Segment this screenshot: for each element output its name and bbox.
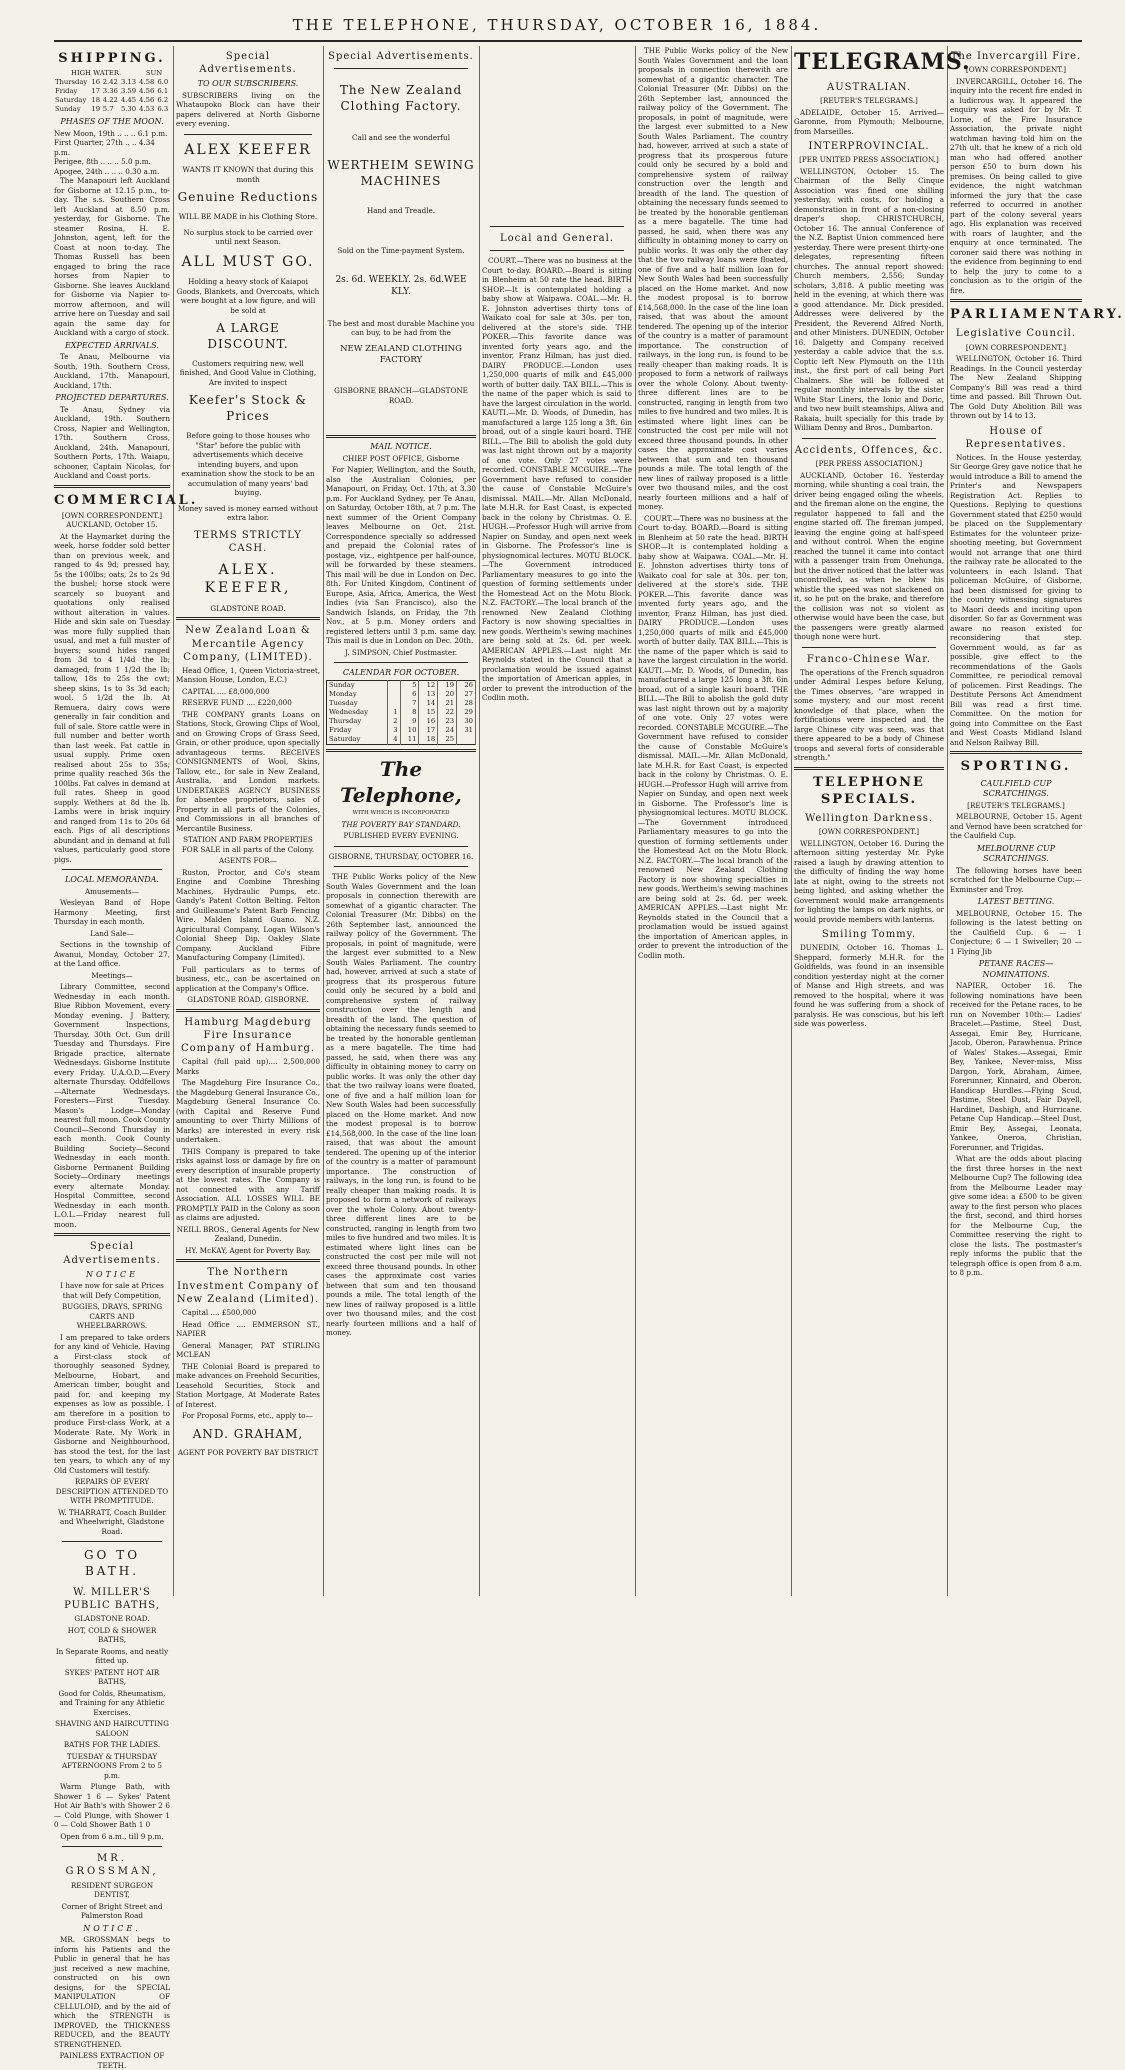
meetings-head: Meetings— [91, 970, 133, 980]
section-divider [176, 1009, 320, 1012]
australian-title: AUSTRALIAN. [826, 82, 912, 94]
calendar-cell: 27 [457, 690, 476, 699]
baths-line6: BATHS FOR THE LADIES. [63, 1740, 161, 1750]
tide-cell: 6.1 [157, 87, 169, 96]
meetings-text: Library Committee, second Wednesday in each month. Blue Ribbon Movement, every Monday evening. J Battery, Government Inspections, Thursday, 30th Oct. Gun drill Tuesday and Thursdays. Fire Brigade practice, alternate Wednesdays. Gisborne Institute every Friday. U.A.O.D.—Every alternate Thursday. Oddfellows—Alternate Wednesdays. Foresters—First Tuesday. Mason's Lodge—Monday nearest full moon. Cook County Council—Second Thursday in each month. Cook County Building Society—Second Wednesday in each month. Gisborne Permanent Building Society—Ordinary meetings every alternate Monday. Hospital Committee, second Wednesday in each month. L.O.L.—Friday nearest full moon. [54, 982, 170, 1229]
column-shipping [54, 46, 199, 2070]
dentist-name: MR. GROSSMAN, [65, 1853, 159, 1878]
notice-sign: W. THARRATT, Coach Builder and Wheelwright, Gladstone Road. [58, 1507, 166, 1536]
calendar-cell: 7 [400, 699, 419, 708]
tide-cell: 6.3 [157, 105, 169, 114]
arrivals-title: EXPECTED ARRIVALS. [64, 340, 160, 350]
calendar-cell [387, 690, 400, 699]
column-rule [791, 46, 792, 1596]
baths-hours: Open from 6 a.m., till 9 p.m. [60, 1831, 164, 1841]
calendar-cell: 21 [438, 699, 457, 708]
calendar-cell: 1 [387, 708, 400, 717]
amusements-text: Wesleyan Band of Hope Harmony Meeting, first Thursday in each month. [54, 898, 170, 927]
melbourne-body: The following horses have been scratched for the Melbourne Cup:—Exminster and Troy. [950, 865, 1082, 894]
notice-body: I have now for sale at Prices that will Defy Competition, [60, 1281, 164, 1300]
tide-header-cell: HIGH WATER. [71, 69, 122, 78]
tide-header-cell: SUN [145, 69, 163, 78]
section-divider [54, 1233, 170, 1236]
interprov-press: [PER UNITED PRESS ASSOCIATION.] [799, 155, 939, 165]
accidents-press: [PER PRESS ASSOCIATION.] [815, 459, 923, 469]
tide-cell: 2.42 [102, 78, 118, 87]
keefer-stock: Keefer's Stock & Prices [188, 393, 308, 424]
tide-cell: 6.0 [157, 78, 169, 87]
keefer-reductions: Genuine Reductions [177, 190, 319, 205]
calendar-row [327, 726, 476, 735]
northern-capital: Capital .... £500,000 [182, 1308, 257, 1317]
betting-body: MELBOURNE, October 15. The following is the latest betting on the Caulfield Cup. 6 — 1 Conjecture; 6 — 1 Swiveller; 20 — 1 Flying Jib [950, 908, 1082, 956]
hamburg-body: The Magdeburg Fire Insurance Co., the Magdeburg General Insurance Co., Magdeburg General Insurance Co. (with Capital and Reserve Fund amounting to over Thirty Millions of Marks) are interested in every risk undertaken. [176, 1078, 320, 1145]
commercial-title: COMMERCIAL. [54, 492, 199, 508]
tide-row [54, 87, 170, 96]
northern-agent-title: AGENT FOR POVERTY BAY DISTRICT [177, 1448, 319, 1458]
tide-cell: 3.13 [120, 78, 137, 87]
departures-title: PROJECTED DEPARTURES. [55, 393, 169, 403]
nzloan-station: STATION AND FARM PROPERTIES FOR SALE in all parts of the Colony. [181, 835, 315, 854]
subscribers-body: SUBSCRIBERS living on the Whataupoko Block can have their papers delivered at North Gisborne every evening. [176, 90, 320, 129]
baths-line1: HOT, COLD & SHOWER BATHS, [67, 1625, 157, 1645]
calendar-cell: 25 [438, 735, 457, 744]
northern-title: The Northern Investment Company of New Zealand (Limited). [176, 1267, 320, 1305]
tide-cell: 17 [91, 87, 101, 96]
council-title: Legislative Council. [955, 328, 1077, 340]
franco-body: The operations of the French squadron under Admiral Lespes before Kelung, the Times observes, "are wrapped in some mystery, and our most recent knowledge of that place, when the fortifications were inspected and the large Chinese city was seen, was that there appeared to be a body of Chinese troops and several forts of considerable strength." [794, 667, 944, 763]
section-divider [176, 1259, 320, 1262]
mail-body: For Napier, Wellington, and the South, also the Australian Colonies, per Manapouri, on Friday, Oct. 17th, at 3.30 p.m. For Auckland Sydney, per Te Anau, on Saturday, October 18th, at 7 p.m. The next summer of the Orient Company leaves Melbourne on Oct. 21st. Correspondence specially so addressed and prepaid the Colonial rates of postage, viz., eightpence per half-ounce, will be forwarded by these steamers. This mail will be due in London on Dec. 8th. For United Kingdom, Continent of Europe, Asia, Africa, America, the West Indies (via San Francisco), also the Sandwich Islands, on Friday, the 7th Nov., at 5 p.m. Money orders and registered letters until 3 p.m. same day. This mail is due in London on Dec. 20th. [326, 465, 476, 646]
arrivals-text: Te Anau, Melbourne via South, 19th. Southern Cross, Auckland, 17th. Manapouri, Auckland, 17th. [54, 352, 170, 390]
column-rule [947, 46, 948, 1596]
calendar-row [327, 717, 476, 726]
calendar-row [327, 699, 476, 708]
calendar-table [326, 680, 476, 745]
mail-title: MAIL NOTICE. [370, 442, 432, 452]
franco-title: Franco-Chinese War. [806, 653, 932, 665]
baths-line2: In Separate Rooms, and neatly fitted up. [55, 1646, 169, 1666]
tide-cell: 4.22 [102, 96, 118, 105]
northern-proposals: For Proposal Forms, etc., apply to— [182, 1411, 313, 1420]
moon-row: First Quarter, 27th .. .. 4.34 p.m. [54, 138, 155, 157]
calendar-cell: 19 [438, 680, 457, 689]
clothing-hand: Hand and Treadle. [366, 206, 436, 215]
section-divider [802, 438, 936, 439]
calendar-row [327, 708, 476, 717]
nzloan-agents-list: Ruston, Proctor, and Co's steam Engine and Combine Threshing Machines, Hydraulic Pumps, etc. Gandy's Patent Cotton Belting. Felton and Guilleaume's Patent Barb Fencing Wire. Malden Island Guano. N.Z. Agricultural Company. Logan Wilson's Colonial Sheep Dip. Oakley Slate Company. Auckland Fibre Manufacturing Company (Limited). [176, 867, 320, 963]
dentist-addr: Corner of Bright Street and Palmerston Road [61, 1901, 163, 1921]
clothing-factory: NEW ZEALAND CLOTHING FACTORY [340, 343, 462, 365]
calendar-cell: 15 [419, 708, 438, 717]
tide-cell: Thursday [55, 78, 88, 87]
calendar-cell: 16 [419, 717, 438, 726]
baths-line5: SHAVING AND HAIRCUTTING SALOON [55, 1719, 169, 1738]
section-divider [334, 662, 468, 663]
section-divider [334, 68, 468, 69]
calendar-cell: 9 [400, 717, 419, 726]
calendar-cell: 11 [400, 735, 419, 744]
tide-cell: 5.30 [120, 105, 137, 114]
editorial-continued: THE Public Works policy of the New South Wales Government and the loan proposals in connection therewith are somewhat of a gigantic character. The Colonial Treasurer (Mr. Dibbs) on the 26th September last, announced the railway policy of the Government. The proposals, in point of magnitude, were the largest ever submitted to a New South Wales Parliament. The country had, however, arrived at such a state of progress that its prosperous future could only be secured by a bold and comprehensive system of railway construction over the length and breadth of the land. The question of obtaining the necessary funds seemed to be treated by the honorable gentleman as a mere bagatelle. The time had passed, he said, when there was any difficulty in obtaining money to carry on public works. It was only the other day that the two railway loans were floated, one of five and a half million loan for New South Wales had been successfully placed on the Home market. And now the modest proposal is to borrow £14,568,000. In the case of the line loan raised, that was about the amount tendered. The opening up of the interior of the country is a matter of paramount importance. The construction of railways, in the long run, is found to be really cheaper than making roads. It is proposed to form a network of railways over the whole Colony. About twenty-three different lines are to be constructed, ranging in length from two miles to five hundred and two miles. It is estimated where light lines can be constructed the cost per mile will not exceed three thousand pounds. In other cases the approximate cost varies between that sum and ten thousand pounds a mile. The total length of the new lines of railway proposed is a little over two thousand miles, and the cost nearly fourteen millions and a half of money. [638, 46, 788, 511]
commercial-body: At the Haymarket during the week, horse fodder sold better than on previous week, and ranged to 4s 9d; pressed hay, 5s the 100lbs; oats, 2s to 2s 9d the bushel; horse stock were scarcely so buoyant and quotations only realised without alteration in values. Hide and skin sale on Tuesday was more fully supplied than usual, and met a full muster of buyers; sound hides ranged from 3d to 4 1/4d the lb; damaged, from 1 1/2d the lb; tallow, 18s to 25s the cwt; sheep skins, 1s to 3s 3d each; wool, 5 1/2d the lb. At Remuera, dairy cows were generally in fair condition and full of sale. Store cattle were in full number and better worth than last week. Fat cattle in usual supply. Prime oxen realised about 25s to 35s; prime quality reached 36s the 100lbs. Fat calves in demand at full rates. Sheep in good supply. Wethers at 8d the lb. Lambs were in brisk inquiry and ranged from 11s to 20s 6d each. Pigs of all descriptions abundant and in demand at full values, particularly good store pigs. [54, 531, 170, 864]
commercial-byline: [OWN CORRESPONDENT.] AUCKLAND, October 15. [61, 510, 163, 530]
clothing-call: Call and see the wonderful [352, 132, 450, 142]
notice-text: I am prepared to take orders for any kind of Vehicle. Having a First-class stock of thoroughly seasoned Sydney, Melbourne, Hobart, and American timber, bought and paid for, and keeping my expenses as low as possible, I am therefore in a position to produce First-class Work, at a Moderate Rate. My Work in Gisborne and Neighbourhood, has stood the test, for the last ten years, to which any of my Old Customers will testify. [54, 1332, 170, 1475]
column-rule [479, 46, 480, 1596]
moon-row: New Moon, 19th .. .. .. 6.1 p.m. [54, 128, 168, 138]
telephone-dateline: GISBORNE, THURSDAY, OCTOBER 16. [328, 851, 474, 861]
moon-title: PHASES OF THE MOON. [60, 117, 164, 126]
section-divider [326, 749, 476, 752]
section-divider [62, 869, 162, 870]
telephone-with: WITH WHICH IS INCORPORATED [352, 810, 450, 817]
calendar-cell: 17 [419, 726, 438, 735]
land-text: Sections in the township of Awanui, Monday, October 27, at the Land office. [54, 940, 170, 969]
clothing-machine: WERTHEIM SEWING MACHINES [327, 158, 475, 189]
keefer-discount: A LARGE DISCOUNT. [207, 321, 289, 352]
section-divider [62, 1541, 162, 1542]
moon-row: Perigee, 8th .. .. .. 5.0 p.m. [54, 157, 151, 167]
calendar-cell: 29 [457, 708, 476, 717]
dentist-title: RESIDENT SURGEON DENTIST, [70, 1880, 154, 1900]
calendar-cell: 22 [438, 708, 457, 717]
nzloan-capital: CAPITAL .... £8,000,000 [182, 686, 270, 696]
telephone-standard: THE POVERTY BAY STANDARD. [341, 819, 461, 829]
specials-title: TELEPHONE SPECIALS. [813, 774, 925, 807]
calendar-cell: 24 [438, 726, 457, 735]
tide-cell: Saturday [55, 96, 87, 105]
tide-table [54, 69, 170, 114]
section-divider [54, 485, 170, 488]
keefer-name: ALEX KEEFER [184, 141, 312, 158]
amusements-head: Amusements— [84, 886, 140, 896]
calendar-cell: 20 [438, 690, 457, 699]
special-ads-title: Special Advertisements. [63, 1241, 161, 1266]
baths-head: GO TO BATH. [83, 1548, 141, 1579]
departures-text: Te Anau, Sydney via Auckland, 19th. Southern Cross, Napier and Wellington, 17th. Southern Cross, Auckland, 24th. Manapouri, Southern Ports, 17th. Waiapu, schooner, Captain Nicolas, for Auckland and Coast ports. [54, 404, 170, 481]
telegrams-title: TELEGRAMS. [794, 49, 971, 75]
caulfield-reuter: [REUTER'S TELEGRAMS.] [967, 800, 1065, 810]
tide-cell: 19 [91, 105, 101, 114]
clothing-best: The best and most durable Machine you can buy, to be had from the [327, 318, 475, 338]
top-rule [54, 40, 1082, 42]
melbourne-title: MELBOURNE CUP SCRATCHINGS. [976, 843, 1056, 864]
nzloan-agents: AGENTS FOR— [219, 856, 277, 866]
local-title: Local and General. [500, 233, 614, 244]
northern-manager: General Manager, PAT STIRLING MCLEAN [176, 1340, 320, 1359]
parliamentary-title: PARLIAMENTARY. [950, 307, 1125, 323]
baths-line3: SYKES' PATENT HOT AIR BATHS, [64, 1667, 160, 1687]
calendar-cell: 10 [400, 726, 419, 735]
section-divider [802, 647, 936, 648]
keefer-money: Money saved is money earned without extra labor. [177, 503, 319, 522]
house-body: Notices. In the House yesterday, Sir George Grey gave notice that he would introduce a Bill to amend the Printer's and Newspapers Registration Act. Replies to Questions. Replying to questions Government stated that £250 would be placed on the Supplementary Estimates for the volunteer prize-shooting meeting, but Government would not arrange that one third the railway rate be allocated to the volunteers in each Island. That policeman McGuire, of Gisborne, had been dismissed for giving to the country witnessing signatures to Maori deeds and inciting upon disorder. So far as Government was aware no reason existed for reconsidering that step. Government would, as far as possible, give effect to the recommendations of the Gaols Committee, re periodical removal of policemen. First Readings. The Destitute Persons Act Amendment Bill was read a first time. Committee. On the motion for going into Committee on the East and West Coasts Midland Island and Nelson Railway Bill. [950, 452, 1082, 747]
section-divider [334, 866, 468, 867]
tide-cell: Sunday [55, 105, 81, 114]
calendar-row [327, 735, 476, 744]
mail-office: CHIEF POST OFFICE, Gisborne [342, 453, 460, 463]
notice-repairs: REPAIRS OF EVERY DESCRIPTION ATTENDED TO WITH PROMPTITUDE. [55, 1477, 169, 1506]
accidents-title: Accidents, Offences, &c. [794, 444, 944, 456]
column-telegrams [794, 46, 971, 1596]
calendar-cell: Wednesday [327, 708, 388, 717]
calendar-cell: 23 [438, 717, 457, 726]
calendar-cell: 13 [419, 690, 438, 699]
tide-cell: 5.7 [102, 105, 114, 114]
section-divider [794, 767, 944, 770]
nzloan-office: Head Office, 1, Queen Victoria-street, Mansion House, London, E.C.) [176, 665, 320, 685]
odds-body: What are the odds about placing the first three horses in the next Melbourne Cup? The following idea from the Melbourne Leader may give some idea: a £500 to be given away to the first person who places the first, second, and third horses for the Melbourne Cup, the Committee reserving the right to close the lists. The postmaster's reply informs the public that the telegraph office is open from 8 a.m. to 8 p.m. [950, 1154, 1082, 1278]
keefer-sign: ALEX. KEEFER, [204, 561, 292, 597]
calendar-cell [387, 699, 400, 708]
notice-title: NOTICE [85, 1269, 138, 1279]
section-divider [184, 134, 312, 135]
wellington-body: WELLINGTON, October 16. During the afternoon sitting yesterday Mr. Pyke raised a laugh by drawing attention to the difficulty of finding the way home late at night, owing to the streets not being lighted, and asking whether the Government would make arrangements for lighting the lamps on dark nights, or would provide members with lanterns. [794, 838, 944, 924]
council-own: [OWN CORRESPONDENT.] [965, 342, 1067, 352]
calendar-cell: 28 [457, 699, 476, 708]
calendar-title: CALENDAR FOR OCTOBER. [342, 668, 460, 678]
baths-line7: TUESDAY & THURSDAY AFTERNOONS From 2 to 5 p.m. [62, 1751, 162, 1780]
hamburg-title: Hamburg Magdeburg Fire Insurance Company of Hamburg. [180, 1016, 316, 1055]
keefer-made: WILL BE MADE in his Clothing Store. [178, 212, 318, 222]
sporting-title: SPORTING. [960, 759, 1072, 775]
australian-body: ADELAIDE, October 15. Arrived—Garonne, from Plymouth; Melbourne, from Marseilles. [794, 107, 944, 136]
tide-cell: 6.2 [157, 96, 169, 105]
keefer-section-title: Special Advertisements. [199, 51, 297, 76]
keefer-surplus: No surplus stock to be carried over until next Season. [183, 227, 313, 247]
calendar-cell [387, 680, 400, 689]
calendar-cell: Monday [327, 690, 388, 699]
hamburg-capital: Capital (full paid up).... 2,500,000 Marks [176, 1057, 320, 1076]
keefer-cash: TERMS STRICTLY CASH. [194, 529, 302, 554]
tide-cell: 4.56 [139, 87, 155, 96]
smiling-title: Smiling Tommy. [821, 929, 917, 941]
section-divider [176, 617, 320, 620]
calendar-cell: 5 [400, 680, 419, 689]
calendar-cell: 18 [419, 735, 438, 744]
calendar-cell: 26 [457, 680, 476, 689]
keefer-must-go: ALL MUST GO. [181, 253, 315, 270]
column-parliamentary [950, 46, 1125, 1596]
column-clothing [326, 46, 476, 1596]
land-head: Land Sale— [90, 928, 134, 938]
tide-cell: 16 [91, 78, 101, 87]
keefer-before: Before going to those houses who "Star" before the public with advertisements which deceive intending buyers, and upon examination show the stock to be an accumulation of many years' bad buying. [181, 431, 315, 497]
clothing-section-title: Special Advertisements. [328, 51, 474, 62]
keefer-sign-addr: GLADSTONE ROAD. [210, 603, 286, 613]
section-divider [62, 1846, 162, 1847]
local-body: COURT.—There was no business at the Court to-day. BOARD.—Board is sitting in Blenheim at 50 rate the head. BIRTH SHOP.—It is contemplated holding a baby show at Waipawa. COAL.—Mr. H. E. Johnston advertises thirty tons of Waikato coal for sale at 30s. per ton, delivered at the store's side. THE POKER.—This favorite dance was invented forty years ago, and the inventor, Franz Hilman, has just died. DAIRY PRODUCE.—London uses 1,250,000 quarts of milk and £45,000 worth of butter daily. TAX BILL.—This is the name of the paper which is said to have the largest circulation in the world. KAUTI.—Mr. D. Woods, of Dunedin, has manufactured a large 125 long a 3ft. 6in broad, out of a single kauri board. THE BILL.—The Bill to abolish the gold duty was last night thrown out by a majority of one vote. Only 27 votes were recorded. CONSTABLE MCGUIRE.—The Government have refused to consider the cause of Constable McGuire's dismissal. MAIL.—Mr. Allan McDonald, late M.H.R. for East Coast, is expected back in the colony by Christmas. O. E. HUGH.—Professor Hugh will arrive from Napier on Sunday, and open next week in Gisborne. The Professor's line is physiognomical lectures. MOTU BLOCK.—The Government introduced Parliamentary measures to go into the question of forming settlements under the Homestead Act on the Motu Block. N.Z. FACTORY.—The local branch of the renowned New Zealand Clothing Factory is now showing specialties in new goods. Wertheim's sewing machines are being sold at 2s. 6d. per week. AMERICAN APPLES.—Last night Mr. Reynolds stated in the Council that a proclamation would be issued against the importation of American apples, in order to prevent the introduction of the Codlin moth. [482, 256, 632, 703]
clothing-name: The New Zealand Clothing Factory. [339, 83, 463, 114]
calendar-cell: 2 [387, 717, 400, 726]
petane-title: PETANE RACES—NOMINATIONS. [978, 959, 1054, 979]
shipping-title: SHIPPING. [58, 51, 166, 66]
calendar-cell [457, 735, 476, 744]
column-rule [323, 46, 324, 1596]
column-local [482, 46, 632, 1596]
subscribers-title: TO OUR SUBSCRIBERS. [197, 79, 299, 89]
section-divider [326, 435, 476, 438]
editorial-body: THE Public Works policy of the New South Wales Government and the loan proposals in connection therewith are somewhat of a gigantic character. The Colonial Treasurer (Mr. Dibbs) on the 26th September last, announced the railway policy of the Government. The proposals, in point of magnitude, were the largest ever submitted to a New South Wales Parliament. The country had, however, arrived at such a state of progress that its prosperous future could only be secured by a bold and comprehensive system of railway construction over the length and breadth of the land. The question of obtaining the necessary funds seemed to be treated by the honorable gentleman as a mere bagatelle. The time had passed, he said, when there was any difficulty in obtaining money to carry on public works. It was only the other day that the two railway loans were floated, one of five and a half million loan for New South Wales had been successfully placed on the Home market. And now the modest proposal is to borrow £14,568,000. In the case of the line loan raised, that was about the amount tendered. The opening up of the interior of the country is a matter of paramount importance. The construction of railways, in the long run, is found to be really cheaper than making roads. It is proposed to form a network of railways over the whole Colony. About twenty-three different lines are to be constructed, ranging in length from two miles to five hundred and two miles. It is estimated where light lines can be constructed the cost per mile will not exceed three thousand pounds. In other cases the approximate cost varies between that sum and ten thousand pounds a mile. The total length of the new lines of railway proposed is a little over two thousand miles, and the cost nearly fourteen millions and a half of money. [326, 872, 476, 1338]
tide-cell: 3.59 [120, 87, 137, 96]
keefer-wants: WANTS IT KNOWN that during this month [182, 165, 314, 184]
baths-addr: GLADSTONE ROAD. [74, 1614, 150, 1624]
smiling-body: DUNEDIN, October 16. Thomas L. Sheppard, formerly M.H.R. for the Goldfields, was found in an insensible condition yesterday night at the corner of Manse and High streets, and was removed to the hospital, where it was found he was suffering from a shock of paralysis. He was conscious, but his left side was powerless. [794, 943, 944, 1029]
australian-reuter: [REUTER'S TELEGRAMS.] [820, 96, 918, 106]
clothing-sold: Sold on the Time-payment System. [337, 245, 465, 255]
column-rule [173, 46, 174, 1596]
moon-row: Apogee, 24th .. .. .. 0.30 a.m. [54, 166, 160, 176]
calendar-cell: Thursday [327, 717, 388, 726]
northern-agent: AND. GRAHAM, [192, 1426, 304, 1441]
hamburg-agent: NEILL BROS., General Agents for New Zealand, Dunedin. [176, 1224, 320, 1244]
clothing-prices: 2s. 6d. WEEKLY. 2s. 6d.WEE KLY. [335, 275, 467, 297]
nzloan-addr: GLADSTONE ROAD, GISBORNE. [187, 995, 309, 1005]
section-divider [950, 299, 1082, 302]
tide-row [54, 78, 170, 87]
tide-row [54, 105, 170, 114]
caulfield-title: CAULFIELD CUP SCRATCHINGS. [980, 778, 1052, 799]
keefer-requiring: Customers requiring new, well finished, And Good Value in Clothing, Are invited to inspect [179, 358, 317, 387]
invercargill-body: INVERCARGILL, October 16. The inquiry into the recent fire ended in a ludicrous way. It appeared the enquiry was asked for by Mr. T. Lorne, of the Fire Insurance Association, the private night watchman having told him on the 27th ult. that he knew of a rich old man who had offered another person £50 to burn down his premises. On being called to give evidence, the night watchman informed the jury that the case referred to occurred in another part of the colony several years ago. His explanation was received with roars of laughter, and the enquiry at once terminated. The coroner said there was nothing in the evidence from beginning to end to help the jury to come to a conclusion as to the origin of the fire. [950, 76, 1082, 295]
baths-prices: Warm Plunge Bath, with Shower 1 6 — Sykes' Patent Hot Air Bath's with Shower 2 6 — Cold Plunge, with Shower 1 0 — Cold Shower Bath 1 0 [54, 1782, 170, 1830]
calendar-cell: 3 [387, 726, 400, 735]
tide-cell: 3.36 [102, 87, 118, 96]
baths-line4: Good for Colds, Rheumatism, and Training for any Athletic Exercises. [58, 1688, 166, 1717]
tide-cell: 4.58 [139, 78, 155, 87]
northern-body: THE Colonial Board is prepared to make advances on Freehold Securities, Leasehold Securities, Stock and Station Mortgage, At Moderate Rates of Interest. [176, 1361, 320, 1409]
betting-title: LATEST BETTING. [977, 897, 1055, 907]
calendar-cell: Saturday [327, 735, 388, 744]
section-divider [490, 250, 624, 251]
section-divider [490, 226, 624, 227]
nzloan-particulars: Full particulars as to terms of business, etc., can be ascertained on application at the Company's Office. [176, 964, 320, 993]
memoranda-title: LOCAL MEMORANDA. [65, 875, 159, 885]
caulfield-body: MELBOURNE, October 15. Agent and Vernod have been scratched for the Caulfield Cup. [950, 812, 1082, 841]
invercargill-own: [OWN CORRESPONDENT.] [965, 65, 1067, 75]
hamburg-prepared: THIS Company is prepared to take risks against loss or damage by fire on every description of insurable property at the lowest rates. The Company is not connected with any Tariff Association. ALL LOSSES WILL BE PROMPTLY PAID in the Colony as soon as claims are adjusted. [176, 1146, 320, 1223]
calendar-row [327, 680, 476, 689]
tide-cell: 18 [91, 96, 101, 105]
keefer-holding: Holding a heavy stock of Kaiapoi Goods, Blankets, and Overcoats, which were bought at a low figure, and will be sold at [176, 277, 320, 315]
tide-cell: 4.45 [120, 96, 137, 105]
calendar-cell: 12 [419, 680, 438, 689]
wellington-title: Wellington Darkness. [804, 813, 934, 825]
calendar-cell: Tuesday [327, 699, 388, 708]
invercargill-title: The Invercargill Fire. [950, 51, 1082, 62]
dentist-painless: PAINLESS EXTRACTION OF TEETH. [59, 2051, 165, 2070]
calendar-cell: 6 [400, 690, 419, 699]
clothing-branch: GISBORNE BRANCH—GLADSTONE ROAD. [334, 386, 468, 405]
nzloan-reserve: RESERVE FUND .... £220,000 [182, 698, 292, 708]
calendar-cell: 14 [419, 699, 438, 708]
calendar-cell: 4 [387, 735, 400, 744]
tide-cell: 4.53 [139, 105, 155, 114]
telephone-logo: The Telephone, [340, 756, 462, 807]
tide-row [54, 96, 170, 105]
nzloan-title: New Zealand Loan & Mercantile Agency Company, (LIMITED). [183, 625, 313, 663]
telephone-published: PUBLISHED EVERY EVENING. [343, 831, 459, 841]
petane-body: NAPIER, October 16. The following nominations have been received for the Petane races, to be run on November 10th:— Ladies' Bracelet.—Pastime, Steel Dust, Assegai, Emir Bey, Hurricane, Jacob, Oberon, Parawhenua. Prince of Wales' Stakes.—Assegai, Emir Bey, Yankee, Never-miss, Miss Dargon, York, Abraham, Aimee, Forerunner, Kinnaird, and Oberon. Handicap Hurdles.—Flying Scud, Pastime, Steel Dust, Fair Dayell, Hardinet, Dashigh, and Hurricane. Petane Cup Handicap.—Steel Dust, Emir Bey, Assegai, Leonata, Yankee, Oneroa, Christian, Forerunner, and Trigidas. [950, 981, 1082, 1152]
calendar-cell: 30 [457, 717, 476, 726]
notice-items: BUGGIES, DRAYS, SPRING CARTS AND WHEELBARROWS. [61, 1302, 163, 1331]
interprov-body: WELLINGTON, October 15. The Chairman of the Belly Cinque Association was fined one shilling yesterday, with costs, for holding a demonstration in front of a non-closing draper's shop. CHRISTCHURCH, October 16. The annual Conference of the N.Z. Baptist Union commenced here yesterday. There were present thirty-one delegates, representing fifteen churches. The annual report showed: Church members, 2,556; Sunday scholars, 3,818. A public meeting was held in the evening, at which there was a good attendance. Mr. Dick presided. Addresses were delivered by the President, the Reverend Alfred North, and other Ministers. DUNEDIN, October 16. Dalgetty and Company received yesterday a cable advice that the s.s. Coptic left New Plymouth on the 11th inst., the first port of call being Port Chalmers. She will be followed at regular monthly intervals by the sister White Star Liners, the Ionic and Doric, and two new built steamships, Aliwa and Rakaia, built specially for this trade by William Denny and Bros., Dumbarton. [794, 166, 944, 433]
hamburg-sub-agent: HY. McKAY, Agent for Poverty Bay. [185, 1245, 311, 1255]
column-rule [635, 46, 636, 1596]
tide-cell: 4.56 [139, 96, 155, 105]
moon-list [54, 129, 170, 177]
dentist-notice: NOTICE. [83, 1923, 141, 1933]
northern-office: Head Office .... EMMERSON ST., NAPIER [176, 1319, 320, 1338]
shipping-notes: The Manapouri left Auckland for Gisborne at 12.15 p.m., to-day. The s.s. Southern Cross left Auckland at 8.50 p.m. yesterday, for Gisborne. The steamer Rosina, H. E. Johnston, agent, left for the Coast at noon to-day. The Thomas Russell has been engaged to bring the race horses from Napier to Gisborne. She leaves Auckland for Gisborne via Napier to-morrow afternoon, and will arrive here on Tuesday and sail again the same day for Auckland with a cargo of stock. [54, 176, 170, 338]
calendar-cell: Friday [327, 726, 388, 735]
dentist-body: MR. GROSSMAN begs to inform his Patients and the Public in general that he has just received a new machine, constructed on his own designs, for the SPECIAL MANIPULATION OF CELLULOID, and by the aid of which the STRENGTH is IMPROVED, the THICKNESS REDUCED, and the BEAUTY STRENGTHENED. [54, 1935, 170, 2049]
wellington-own: [OWN CORRESPONDENT.] [818, 827, 920, 837]
section-divider [334, 846, 468, 847]
column-continued [638, 46, 788, 1596]
mail-sign: J. SIMPSON, Chief Postmaster. [345, 647, 457, 657]
local-continued: COURT.—There was no business at the Court to-day. BOARD.—Board is sitting in Blenheim at 50 rate the head. BIRTH SHOP.—It is contemplated holding a baby show at Waipawa. COAL.—Mr. H. E. Johnston advertises thirty tons of Waikato coal for sale at 30s. per ton, delivered at the store's side. THE POKER.—This favorite dance was invented forty years ago, and the inventor, Franz Hilman, has just died. DAIRY PRODUCE.—London uses 1,250,000 quarts of milk and £45,000 worth of butter daily. TAX BILL.—This is the name of the paper which is said to have the largest circulation in the world. KAUTI.—Mr. D. Woods, of Dunedin, has manufactured a large 125 long a 3ft. 6in broad, out of a single kauri board. THE BILL.—The Bill to abolish the gold duty was last night thrown out by a majority of one vote. Only 27 votes were recorded. CONSTABLE MCGUIRE.—The Government have refused to consider the cause of Constable McGuire's dismissal. MAIL.—Mr. Allan McDonald, late M.H.R. for East Coast, is expected back in the colony by Christmas. O. E. HUGH.—Professor Hugh will arrive from Napier on Sunday, and open next week in Gisborne. The Professor's line is physiognomical lectures. MOTU BLOCK.—The Government introduced Parliamentary measures to go into the question of forming settlements under the Homestead Act on the Motu Block. N.Z. FACTORY.—The local branch of the renowned New Zealand Clothing Factory is now showing specialties in new goods. Wertheim's sewing machines are being sold at 2s. 6d. per week. AMERICAN APPLES.—Last night Mr. Reynolds stated in the Council that a proclamation would be issued against the importation of American apples, in order to prevent the introduction of the Codlin moth. [638, 513, 788, 960]
calendar-cell: Sunday [327, 680, 388, 689]
baths-title: W. MILLER'S PUBLIC BATHS, [64, 1586, 160, 1612]
masthead: THE TELEPHONE, THURSDAY, OCTOBER 16, 1884. [292, 16, 822, 34]
column-keefer [176, 46, 320, 1596]
tide-cell: Friday [55, 87, 78, 96]
interprov-title: INTERPROVINCIAL. [808, 141, 930, 153]
house-title: House of Representatives. [965, 425, 1067, 450]
council-body: WELLINGTON, October 16. Third Readings. In the Council yesterday The New Zealand Shipping Company's Bill was read a third time and passed. Bill Thrown Out. The Gold Duty Abolition Bill was thrown out by 14 to 13. [950, 354, 1082, 421]
tide-header-row [54, 69, 170, 78]
calendar-row [327, 690, 476, 699]
calendar-cell: 8 [400, 708, 419, 717]
calendar-cell: 31 [457, 726, 476, 735]
section-divider [950, 751, 1082, 754]
accidents-body: AUCKLAND, October 16. Yesterday morning, while shunting a coal train, the driver being engaged oiling the wheels, and the fireman alone on the engine, the regulator happened to fall and the engine started off. The fireman jumped, leaving the engine going at half-speed and without control. When the engine reached the tunnel it came into contact with a passenger train from Onehunga, but the driver noticed that the latter was uncontrolled, as when he blew his whistle the speed was not slackened on it, so he put on the brake, and therefore the collision was not so violent as otherwise would have been the case, but the passengers were greatly alarmed though none were hurt. [794, 470, 944, 642]
nzloan-body: THE COMPANY grants Loans on Stations, Stock, Growing Clips of Wool, and on Growing Crops of Grass Seed, Grain, or other produce, upon specially advantageous terms. RECEIVES CONSIGNMENTS of Wool, Skins, Tallow, etc., for sale in New Zealand, Australia, and London markets. UNDERTAKES AGENCY BUSINESS for absentee proprietors, sales of Property in all parts of the Colonies, and Commissions in all branches of Mercantile Business. [176, 709, 320, 833]
